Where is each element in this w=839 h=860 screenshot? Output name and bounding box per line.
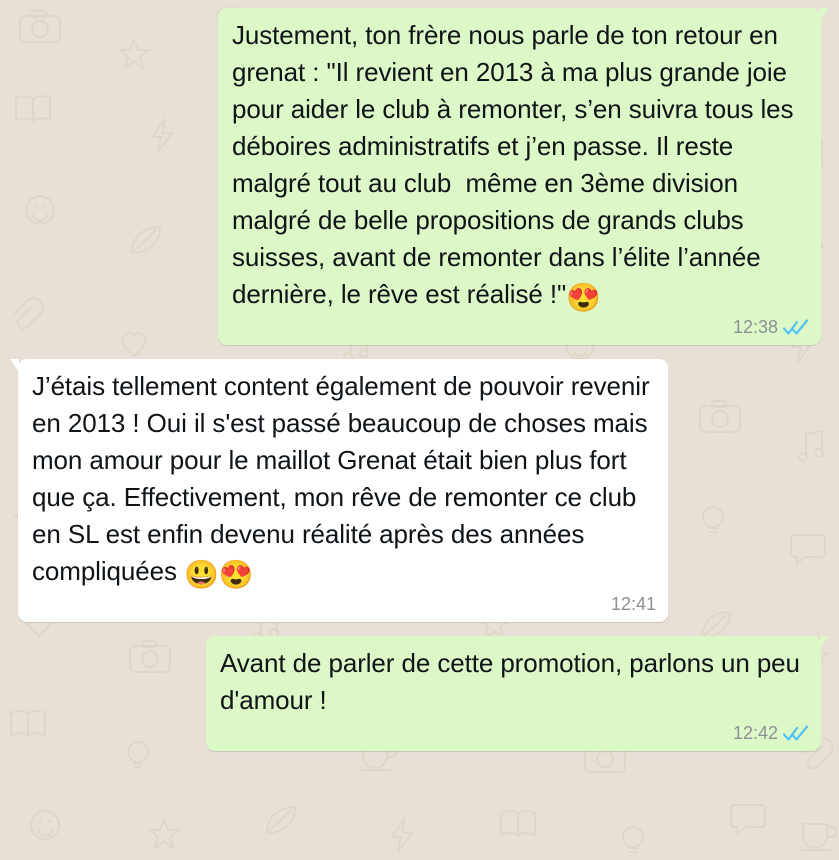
message-text [220, 645, 809, 719]
message-timestamp: 12:41 [610, 594, 656, 614]
message-text [32, 368, 656, 590]
bubble-tail [10, 359, 19, 372]
message-body: Avant de parler de cette promotion, parlons un peu d'amour ! [220, 648, 808, 715]
message-meta [232, 315, 809, 339]
message-meta [32, 592, 656, 616]
message-body: J’étais tellement content également de pouvoir revenir en 2013 ! Oui il s'est passé beaucoup de choses mais mon amour pour le maillot Grenat était bien plus fort que ça. Effectivement, mon rêve de remonter ce club en SL est enfin devenu réalité après des années compliquées [32, 371, 657, 586]
bubble-tail [820, 636, 829, 649]
message-timestamp: 12:42 [732, 723, 778, 743]
message-row [10, 636, 829, 751]
message-bubble-outgoing[interactable] [218, 8, 821, 345]
message-emoji: 😍 [566, 282, 601, 313]
message-body: Justement, ton frère nous parle de ton retour en grenat : "Il revient en 2013 à ma plus grande joie pour aider le club à remonter, s’en suivra tous les déboires administratifs et j’en passe. Il reste malgré tout au club même en 3ème division malgré de belle propositions de grands clubs suisses, avant de remonter dans l’élite l’année dernière, le rêve est réalisé !" [232, 20, 801, 309]
message-row [10, 8, 829, 345]
double-check-icon [783, 318, 809, 336]
message-bubble-incoming[interactable] [18, 359, 668, 622]
message-timestamp: 12:38 [732, 317, 778, 337]
message-meta [220, 721, 809, 745]
message-text [232, 17, 809, 313]
double-check-icon [783, 724, 809, 742]
message-bubble-outgoing[interactable] [206, 636, 821, 751]
message-row [10, 359, 829, 622]
message-emoji: 😃😍 [184, 559, 254, 590]
bubble-tail [820, 8, 829, 21]
